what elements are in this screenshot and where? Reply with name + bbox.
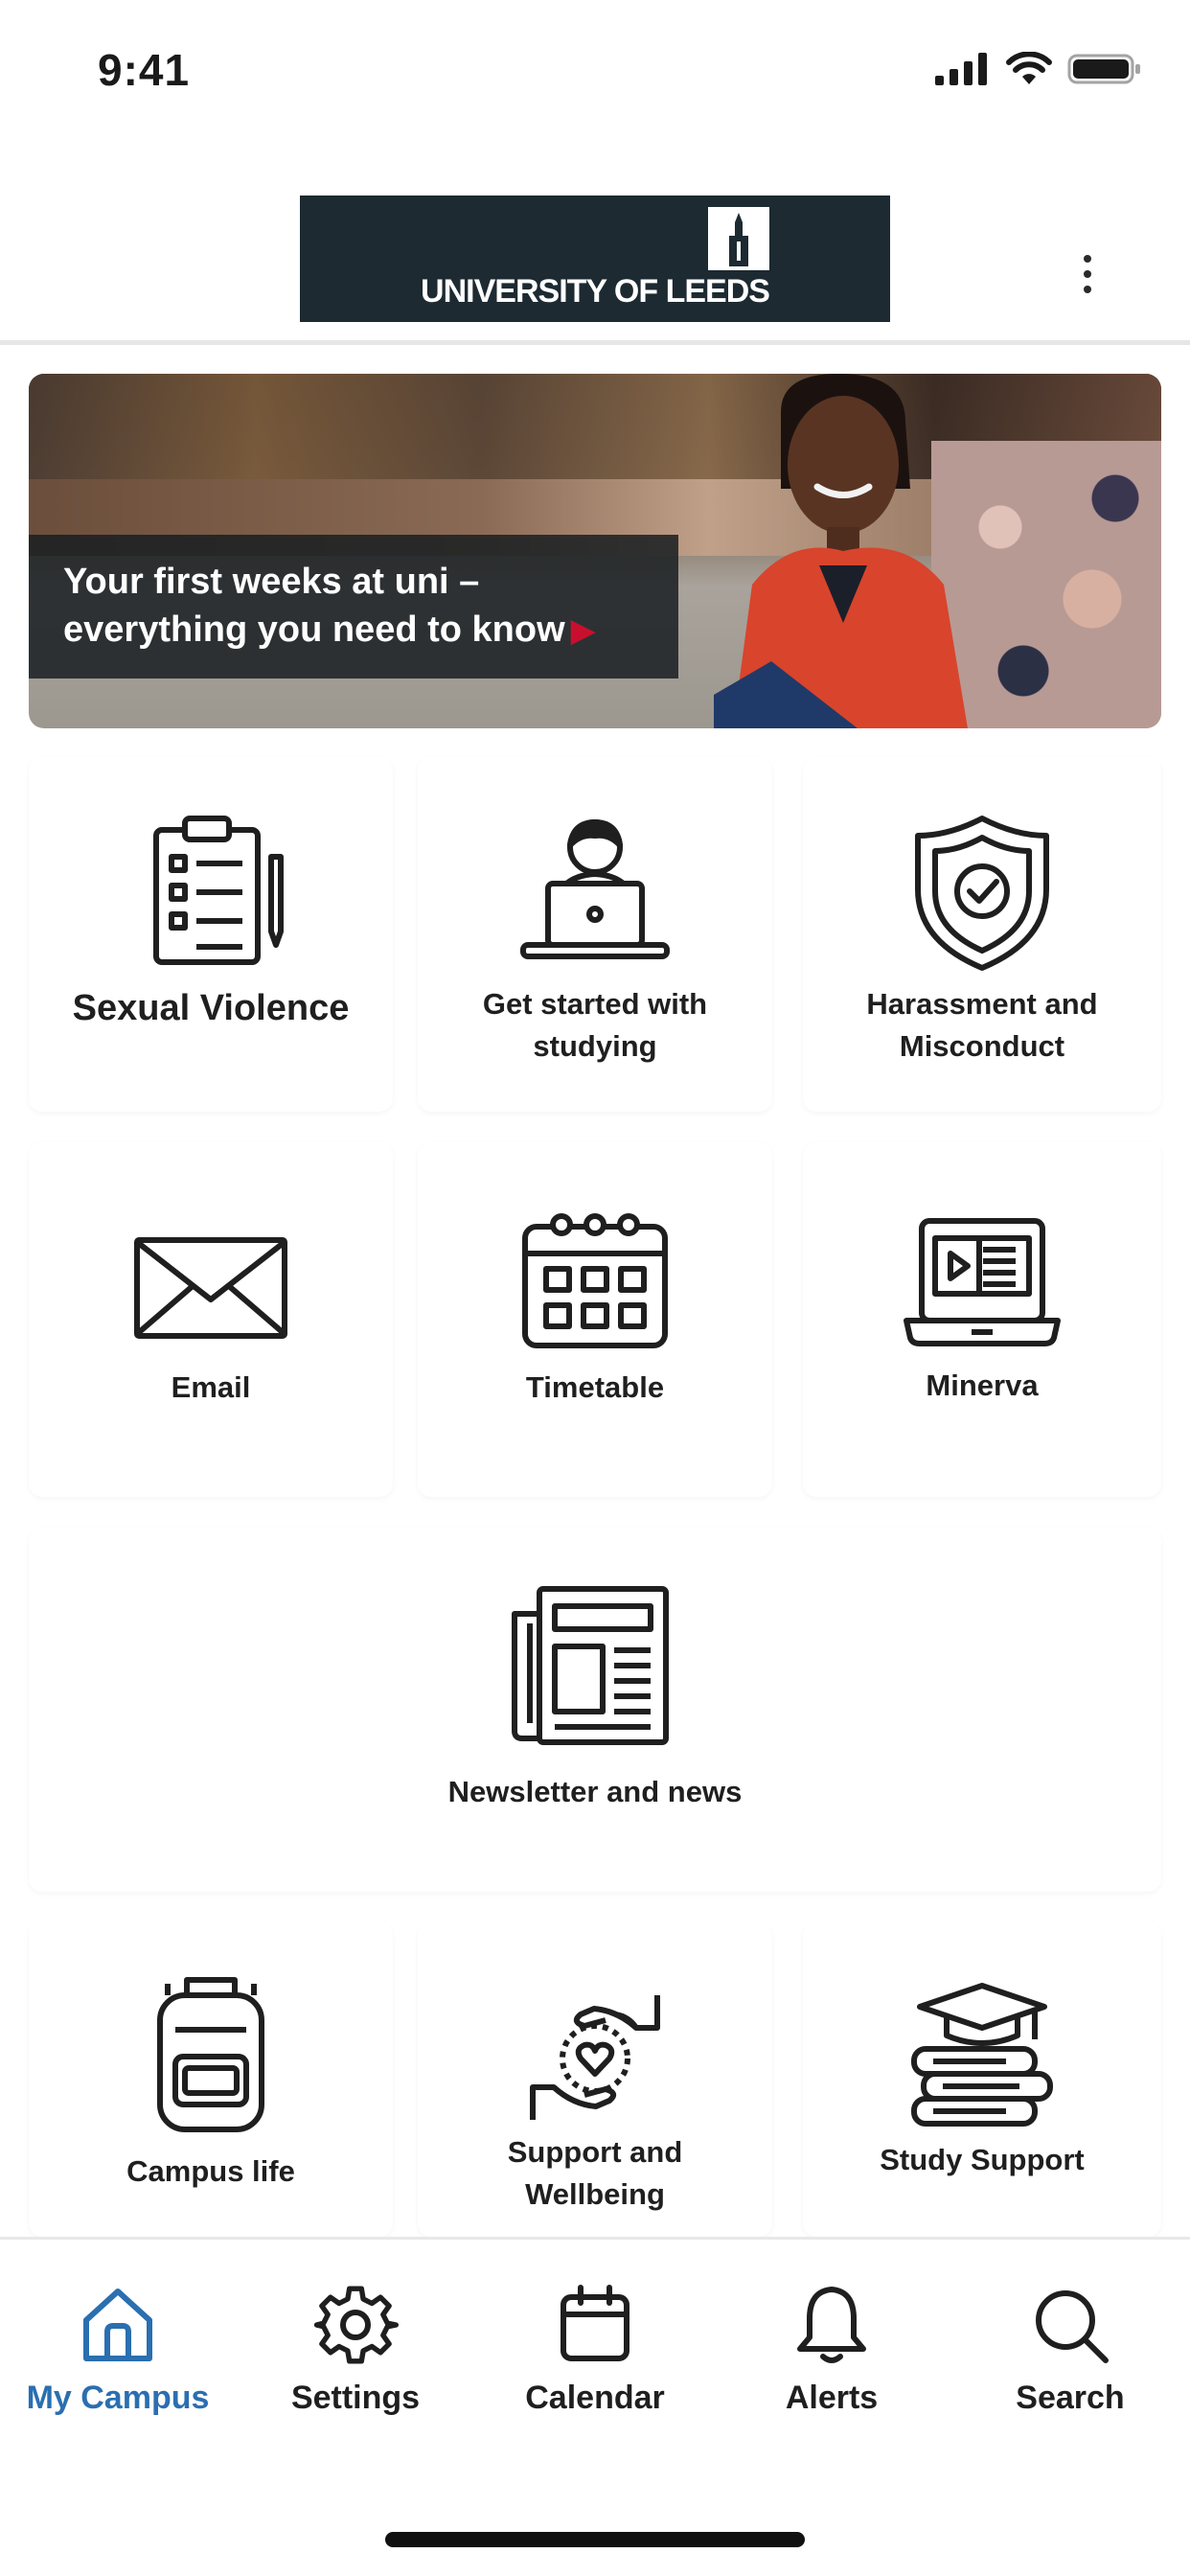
envelope-icon [129,1219,292,1372]
tab-my-campus[interactable] [3,2282,233,2417]
backpack-icon [139,1972,283,2135]
tile-label-line2: Wellbeing [525,2177,665,2211]
tile-label: Campus life [126,2154,295,2188]
tile-label: Minerva [926,1368,1039,1402]
wifi-icon [1006,52,1052,86]
tile-newsletter-news[interactable] [29,1528,1161,1892]
bottom-tab-bar [0,2237,1190,2576]
tab-label: My Campus [26,2380,210,2416]
tab-label: Alerts [785,2380,879,2416]
laptop-video-icon [901,1211,1064,1365]
tile-study-support[interactable] [803,1922,1161,2237]
search-icon [1027,2282,1113,2368]
tab-alerts[interactable] [717,2282,947,2417]
tile-sexual-violence[interactable] [29,757,393,1112]
more-dot [1084,270,1091,278]
hands-heart-icon [514,1986,676,2129]
parkinson-tower-icon [708,207,769,270]
tile-minerva[interactable] [803,1142,1161,1497]
tile-email[interactable] [29,1142,393,1497]
tab-calendar[interactable] [480,2282,710,2417]
hero-caption [29,535,678,678]
bell-icon [789,2282,875,2368]
status-icons [935,52,1142,86]
tile-label-line2: Misconduct [899,1029,1065,1063]
status-time: 9:41 [98,45,191,95]
books-graduation-cap-icon [901,1978,1064,2131]
tile-label: Email [171,1370,251,1404]
tile-label-line1: Support and [507,2135,683,2169]
tile-label: Sexual Violence [72,988,350,1028]
tile-campus-life[interactable] [29,1922,393,2237]
hero-banner[interactable] [29,374,1161,728]
tile-label-line1: Harassment and [866,987,1098,1021]
more-dot [1084,255,1091,263]
status-bar [0,0,1190,144]
hero-caption-line2-row [63,606,678,655]
tab-search[interactable] [955,2282,1185,2417]
tab-label: Search [1016,2380,1125,2416]
clipboard-checklist-icon [129,813,292,966]
battery-icon [1067,52,1142,86]
hero-caption-line1: Your first weeks at uni – [63,562,480,602]
tile-label: Study Support [880,2143,1085,2176]
tile-label: Timetable [525,1370,665,1404]
tile-get-started-studying[interactable] [418,757,772,1112]
tile-label: Newsletter and news [447,1775,743,1808]
university-logo [300,196,890,322]
newspaper-icon [509,1579,681,1752]
calendar-grid-icon [514,1206,676,1359]
tab-settings[interactable] [240,2282,470,2417]
cellular-signal-icon [935,53,991,85]
tile-support-wellbeing[interactable] [418,1922,772,2237]
chevron-right-icon: ▶ [570,612,596,649]
hero-photo-student [714,374,1030,728]
home-indicator[interactable] [385,2532,805,2547]
student-laptop-icon [514,811,676,964]
app-header [0,144,1190,345]
calendar-icon [552,2282,638,2368]
tile-label-line1: Get started with [482,987,708,1021]
more-dot [1084,286,1091,293]
more-options-button[interactable] [1064,236,1111,312]
hero-caption-line2: everything you need to know [63,610,565,650]
gear-icon [312,2282,399,2368]
tile-harassment-misconduct[interactable] [803,757,1161,1112]
tab-label: Calendar [525,2380,665,2416]
shield-check-icon [910,811,1054,974]
tile-label-line2: studying [533,1029,657,1063]
home-icon [75,2282,161,2368]
logo-text: UNIVERSITY OF LEEDS [421,273,769,310]
tile-timetable[interactable] [418,1142,772,1497]
tab-label: Settings [290,2380,421,2416]
